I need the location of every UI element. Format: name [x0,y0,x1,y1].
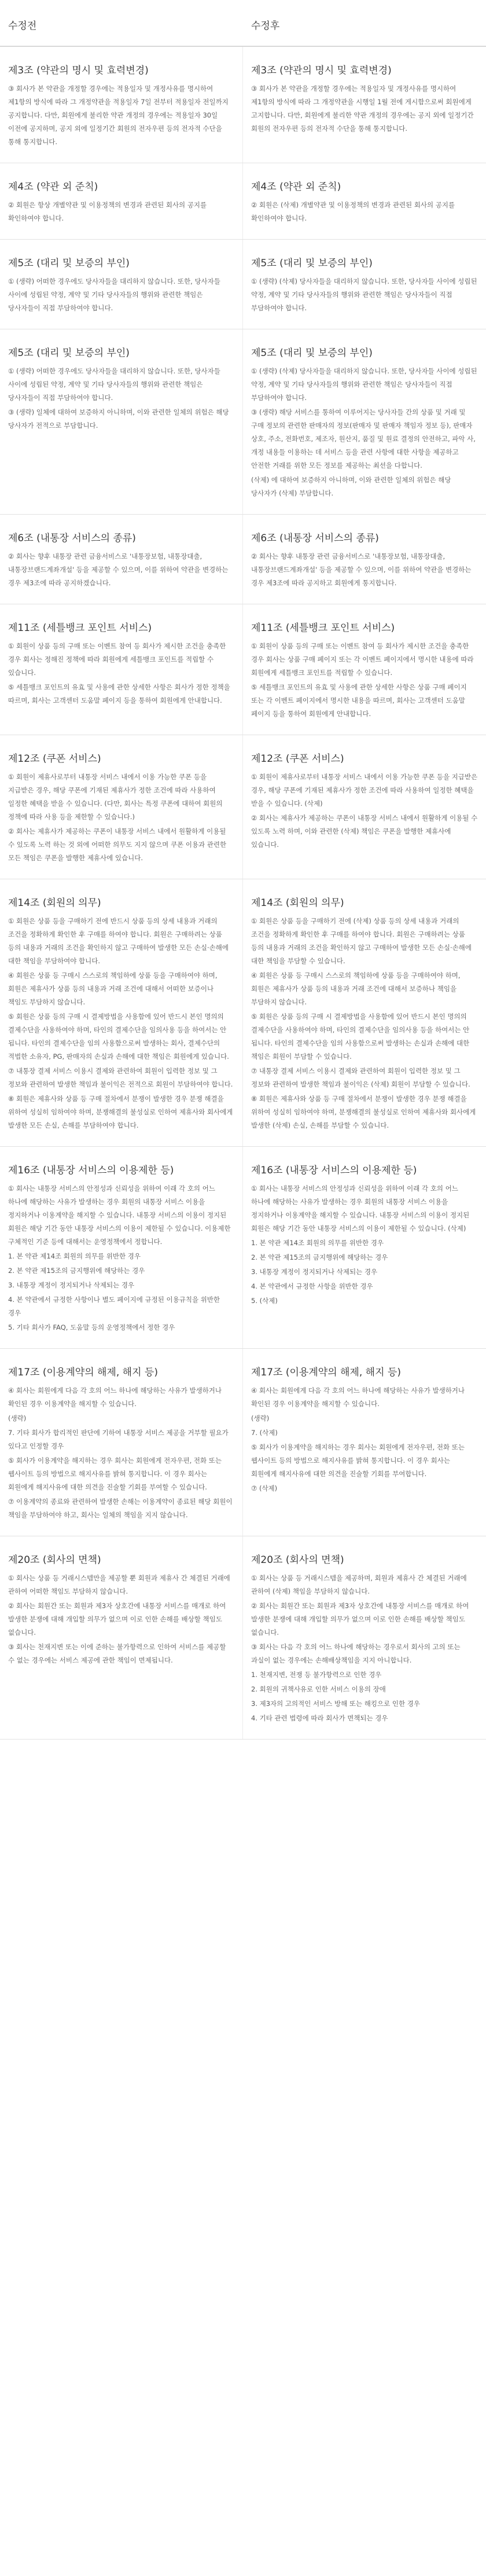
article-paragraph: (삭제) 에 대하여 보증하지 아니하며, 이와 관련한 일체의 위험은 해당 당사자가 (삭제) 부담합니다. [251,476,454,497]
before-article-cell [0,47,243,163]
article-paragraph: 3. 제3자의 고의적인 서비스 방해 또는 해킹으로 인한 경우 [251,1700,420,1708]
article-title: 제14조 (회원의 의무) [8,897,101,909]
article-paragraph: ③ (생략) 해당 서비스를 통하여 이루어지는 당사자들 간의 상품 및 거래 및 구매 정보의 관련한 판매자의 정보(판매자 및 판매자 책임자 정보 등), 판매자 상호, 주소, 전화번호, 제조자, 원산지, 품질 및 원료 결정의 안전하고, 파악 사, 개정 내용들 이용하는 데 서비스 등을 관련 사항에 대한 사항을 제공하고 안전한 거래를 위한 모든 정보를 제공하는 최선을 다합니다. [251,408,478,469]
after-article-cell [243,604,486,735]
article-paragraph: ⑤ 회사가 이용계약을 해지하는 경우 회사는 회원에게 전자우편, 전화 또는 웹사이트 등의 방법으로 해지사유를 밝혀 통지합니다. 이 경우 회사는 회원에게 해지사유에 대한 의견을 진술할 기회를 부여합니다. [251,1443,467,1478]
after-column-header: 수정후 [251,20,280,32]
article-row [0,515,486,604]
before-article-cell [0,879,243,1146]
article-paragraph: 1. 본 약관 제14조 회원의 의무를 위반한 경우 [8,1252,141,1260]
article-paragraph: ① 회사는 내통장 서비스의 안정성과 신뢰성을 위하여 이래 각 호의 어느 하나에 해당하는 사유가 발생하는 경우 회원의 내통장 서비스 이용을 정지하거나 이용계약을 해지할 수 있습니다. 내통장 서비스의 이용이 정지된 회원은 해당 기간 동안 내통장 서비스의 이용이 제한될 수 있습니다. (삭제) [251,1184,472,1232]
article-paragraph: 7. (삭제) [251,1429,278,1437]
article-paragraph: 2. 본 약관 제15조의 금지행위에 해당하는 경우 [8,1267,145,1275]
article-title: 제4조 (약관 외 준칙) [251,181,341,193]
article-paragraph: ③ 회사가 본 약관을 개정할 경우에는 적용일자 및 개정사유를 명시하여 제1항의 방식에 따라 그 개정약관을 시행일 1월 전에 게시함으로써 회원에게 고지합니다. 다만, 회원에게 불리한 약관 개정의 경우에는 공지 외에 일정기간 회원의 전자우편 등의 전자적 수단을 통해 통지합니다. [251,85,476,133]
before-article-cell [0,515,243,604]
article-paragraph: 2. 회원의 귀책사유로 인한 서비스 이용의 장애 [251,1685,386,1693]
before-article-cell [0,163,243,239]
article-paragraph: ② 회사는 회원간 또는 회원과 제3자 상호간에 내통장 서비스를 매개로 하여 발생한 분쟁에 대해 개입할 의무가 없으며 이로 인한 손해를 배상할 책임도 없습니다. [8,1602,228,1636]
article-title: 제11조 (세틀뱅크 포인트 서비스) [8,622,152,634]
article-title: 제3조 (약관의 명시 및 효력변경) [251,65,392,76]
article-paragraph: ① 회원이 제휴사로부터 내통장 서비스 내에서 이용 가능한 쿠폰 등을 지급받은 경우, 해당 쿠폰에 기재된 제휴사가 정한 조건에 따라 사용하여 일정한 혜택을 받을 수 있습니다. (다만, 회사는 특정 쿠폰에 대하여 회원의 정책에 따라 사용 등을 제한할 수 있습니다.) [8,773,225,821]
article-paragraph: ⑤ 회원은 상품 등의 구매 시 결제방법을 사용함에 있어 반드시 본인 명의의 결제수단을 사용하여야 하며, 타인의 결제수단을 임의사용 등을 하여서는 안 됩니다. 타인의 결제수단을 임의 사용함으로써 발생하는 회사, 결제수단의 적법한 소유자, PG, 판매자의 손실과 손해에 대한 책임은 회원에게 있습니다. [8,1012,229,1061]
article-title: 제20조 (회사의 면책) [251,1554,344,1566]
article-title: 제16조 (내통장 서비스의 이용제한 등) [8,1165,174,1176]
before-article-cell [0,1536,243,1739]
article-paragraph: ① (생략) 어떠한 경우에도 당사자들을 대리하지 않습니다. 또한, 당사자들 사이에 성립된 약정, 계약 및 기타 당사자들의 행위와 관련한 책임은 당사자들이 직접 부담하여야 합니다. [8,367,223,402]
article-title: 제6조 (내통장 서비스의 종류) [8,533,136,544]
article-paragraph: ② 회사는 향후 내통장 관련 금융서비스로 '내통장보험, 내통장대출, 내통장브랜드계좌개설' 등을 제공할 수 있으며, 이를 위하여 약관을 변경하는 경우 제3조에 따라 공지하고 회원에게 통지합니다. [251,552,474,587]
after-article-cell [243,1147,486,1348]
article-paragraph: ① 회원이 상품 등의 구매 또는 이벤트 참여 등 회사가 제시한 조건을 충족한 경우 회사는 상품 구매 페이지 또는 각 이벤트 페이지에서 명시한 내용에 따라 회원에게 세틀뱅크 포인트를 적립할 수 있습니다. [251,642,476,677]
article-paragraph: (생략) [251,1414,270,1422]
article-paragraph: ③ (생략) 일체에 대하여 보증하지 아니하며, 이와 관련한 일체의 위험은 해당 당사자가 전적으로 부담합니다. [8,408,231,430]
article-paragraph: 4. 본 약관에서 규정한 사항을 위반한 경우 [251,1282,373,1290]
article-paragraph: ① 회사는 내통장 서비스의 안정성과 신뢰성을 위하여 이래 각 호의 어느 하나에 해당하는 사유가 발생하는 경우 회원의 내통장 서비스 이용을 정지하거나 이용계약을 해지할 수 있습니다. 내통장 서비스의 이용이 정지된 회원은 해당 기간 동안 내통장 서비스의 이용이 제한될 수 있습니다. 이용제한 구체적인 기준 등에 대해서는 운영정책에서 정합니다. [8,1184,233,1246]
article-row [0,329,486,515]
article-paragraph: ① (생략) 어떠한 경우에도 당사자들을 대리하지 않습니다. 또한, 당사자들 사이에 성립된 약정, 계약 및 기타 당사자들의 행위와 관련한 책임은 당사자들이 직접 부담하여야 합니다. [8,277,223,312]
article-paragraph: ⑤ 회원은 상품 등의 구매 시 결제방법을 사용함에 있어 반드시 본인 명의의 결제수단을 사용하여야 하며, 타인의 결제수단을 임의사용 등을 하여서는 안 됩니다. 타인의 결제수단을 임의 사용함으로써 발생하는 손실과 손해에 대한 책임은 회원이 부담할 수 있습니다. [251,1012,472,1061]
article-paragraph: ① 회사는 상품 등 거래시스템을 제공하며, 회원과 제휴사 간 체결된 거래에 관하여 (삭제) 책임을 부담하지 않습니다. [251,1574,469,1595]
article-title: 제20조 (회사의 면책) [8,1554,101,1566]
article-title: 제4조 (약관 외 준칙) [8,181,98,193]
article-paragraph: ① 회원이 상품 등의 구매 또는 이벤트 참여 등 회사가 제시한 조건을 충족한 경우 회사는 정해진 정책에 따라 회원에게 세틀뱅크 포인트를 적립할 수 있습니다. [8,642,228,677]
after-article-cell [243,735,486,879]
article-paragraph: 1. 본 약관 제14조 회원의 의무를 위반한 경우 [251,1239,384,1247]
article-paragraph: ⑤ 세틀뱅크 포인트의 유효 및 사용에 관한 상세한 사항은 상품 구매 페이지 또는 각 이벤트 페이지에서 명시한 내용을 따르며, 회사는 고객센터 도움말 페이지 등을 통하여 회원에게 안내합니다. [251,683,469,718]
article-row [0,240,486,329]
article-paragraph: ① 회원은 상품 등을 구매하기 전에 반드시 상품 등의 상세 내용과 거래의 조건을 정확하게 확인한 후 구매를 하여야 합니다. 회원은 구매하려는 상품 등의 내용과 거래의 조건을 확인하지 않고 구매하여 발생한 모든 손실·손해에 대한 책임을 부담하여야 합니다. [8,917,231,965]
article-title: 제12조 (쿠폰 서비스) [8,753,101,765]
article-paragraph: ② 회사는 회원간 또는 회원과 제3자 상호간에 내통장 서비스를 매개로 하여 발생한 분쟁에 대해 개입할 의무가 없으며 이로 인한 손해를 배상할 책임도 없습니다. [251,1602,471,1636]
article-row [0,163,486,240]
before-article-cell [0,240,243,329]
article-paragraph: ② 회원은 (삭제) 개별약관 및 이용정책의 변경과 관련된 회사의 공지를 확인하여야 합니다. [251,201,457,222]
after-article-cell [243,1349,486,1536]
article-title: 제3조 (약관의 명시 및 효력변경) [8,65,149,76]
article-paragraph: ② 회사는 제휴사가 제공하는 쿠폰이 내통장 서비스 내에서 원활하게 이용될 수 있도록 노력 하며, 이와 관련한 (삭제) 책임은 쿠폰을 발행한 제휴사에 있습니다. [251,814,480,849]
article-paragraph: ② 회원은 항상 개별약관 및 이용정책의 변경과 관련된 회사의 공지를 확인하여야 합니다. [8,201,209,222]
article-paragraph: 5. 기타 회사가 FAQ, 도움말 등의 운영정책에서 정한 경우 [8,1323,175,1331]
article-paragraph: 5. (삭제) [251,1297,278,1305]
article-title: 제12조 (쿠폰 서비스) [251,753,344,765]
article-paragraph: 2. 본 약관 제15조의 금지행위에 해당하는 경우 [251,1253,388,1261]
article-paragraph: ⑦ 이용계약의 종료와 관련하여 발생한 손해는 이용계약이 종료된 해당 회원이 책임을 부담하여야 하고, 회사는 일체의 책임을 지지 않습니다. [8,1498,235,1519]
article-paragraph: ⑤ 세틀뱅크 포인트의 유효 및 사용에 관한 상세한 사항은 회사가 정한 정책을 따르며, 회사는 고객센터 도움말 페이지 등을 통하여 회원에게 안내합니다. [8,683,233,704]
article-paragraph: 4. 기타 관련 법령에 따라 회사가 면책되는 경우 [251,1714,388,1722]
article-paragraph: ④ 회사는 회원에게 다음 각 호의 어느 하나에 해당하는 사유가 발생하거나 확인된 경우 이용계약을 해지할 수 있습니다. [8,1386,224,1408]
before-column-header: 수정전 [8,20,37,32]
article-paragraph: ① 회원은 상품 등을 구매하기 전에 (삭제) 상품 등의 상세 내용과 거래의 조건을 정확하게 확인한 후 구매를 하여야 합니다. 회원은 구매하려는 상품 등의 내용과 거래의 조건을 확인하지 않고 구매하여 발생한 모든 손실·손해에 대한 책임을 부담할 수 있습니다. [251,917,474,965]
article-row [0,1349,486,1536]
before-article-cell [0,735,243,879]
article-row [0,1147,486,1349]
article-paragraph: ⑦ 내통장 결제 서비스 이용시 결제와 관련하여 회원이 입력한 정보 및 그 정보와 관련하여 발생한 책임과 불이익은 전적으로 회원이 부담하여야 합니다. [8,1067,233,1088]
article-paragraph: 1. 천재지변, 전쟁 등 불가항력으로 인한 경우 [251,1671,382,1679]
article-row [0,604,486,735]
before-article-cell [0,604,243,735]
article-paragraph: ② 회사는 제휴사가 제공하는 쿠폰이 내통장 서비스 내에서 원활하게 이용될 수 있도록 노력 하는 것 외에 어떠한 의무도 지지 않으며 쿠폰 이용과 관련한 모든 책임은 쿠폰을 발행한 제휴사에 있습니다. [8,827,229,862]
article-paragraph: ③ 회사는 다음 각 호의 어느 하나에 해당하는 경우로서 회사의 고의 또는 과실이 없는 경우에는 손해배상책임을 지지 아니합니다. [251,1643,463,1664]
article-paragraph: 7. 기타 회사가 합리적인 판단에 기하여 내통장 서비스 제공을 거부할 필요가 있다고 인정할 경우 [8,1429,231,1450]
article-paragraph: ① 회원이 제휴사로부터 내통장 서비스 내에서 이용 가능한 쿠폰 등을 지급받은 경우, 해당 쿠폰에 기재된 제휴사가 정한 조건에 따라 사용하여 일정한 혜택을 받을 수 있습니다. (삭제) [251,773,480,808]
after-article-cell [243,47,486,163]
article-row [0,47,486,163]
after-article-cell [243,879,486,1146]
comparison-header [0,0,486,47]
article-paragraph: ④ 회원은 상품 등 구매시 스스로의 책임하에 상품 등을 구매하여야 하며, 회원은 제휴사가 상품 등의 내용과 거래 조건에 대해서 어떠한 보증이나 책임도 부담하지 않습니다. [8,971,220,1006]
article-paragraph: 4. 본 약관에서 규정한 사항이나 별도 페이지에 규정된 이용규칙을 위반한 경우 [8,1296,222,1317]
article-title: 제17조 (이용계약의 해제, 해지 등) [8,1367,158,1378]
article-title: 제6조 (내통장 서비스의 종류) [251,533,379,544]
article-paragraph: 3. 내통장 계정이 정지되거나 삭제되는 경우 [251,1268,378,1276]
article-paragraph: 3. 내통장 계정이 정지되거나 삭제되는 경우 [8,1281,135,1289]
article-title: 제11조 (세틀뱅크 포인트 서비스) [251,622,395,634]
article-row [0,735,486,879]
before-article-cell [0,1147,243,1348]
article-row [0,879,486,1147]
article-title: 제17조 (이용계약의 해제, 해지 등) [251,1367,401,1378]
after-article-cell [243,163,486,239]
article-title: 제5조 (대리 및 보증의 부인) [8,347,130,359]
article-paragraph: ⑧ 회원은 제휴사와 상품 등 구매 절차에서 분쟁이 발생한 경우 분쟁 해결을 위하여 성실히 임하여야 하며, 분쟁해결의 불성실로 인하여 제휴사와 회사에게 발생한 모든 손실, 손해를 부담하여야 합니다. [8,1095,235,1129]
after-article-cell [243,240,486,329]
article-paragraph: ⑦ 내통장 결제 서비스 이용시 결제와 관련하여 회원이 입력한 정보 및 그 정보와 관련하여 발생한 책임과 불이익은 (삭제) 회원이 부담할 수 있습니다. [251,1067,470,1088]
after-article-cell [243,1536,486,1739]
article-paragraph: ① 회사는 상품 등 거래시스템만을 제공할 뿐 회원과 제휴사 간 체결된 거래에 관하여 어떠한 책임도 부담하지 않습니다. [8,1574,233,1595]
article-paragraph: ④ 회사는 회원에게 다음 각 호의 어느 하나에 해당하는 사유가 발생하거나 확인된 경우 이용계약을 해지할 수 있습니다. [251,1386,467,1408]
article-paragraph: ④ 회원은 상품 등 구매시 스스로의 책임하에 상품 등을 구매하여야 하며, 회원은 제휴사가 상품 등의 내용과 거래 조건에 대해서 보증하나 책임을 부담하지 않습니다. [251,971,463,1006]
article-paragraph: ⑦ (삭제) [251,1484,278,1492]
article-title: 제16조 (내통장 서비스의 이용제한 등) [251,1165,417,1176]
article-title: 제14조 (회원의 의무) [251,897,344,909]
after-article-cell [243,515,486,604]
after-article-cell [243,329,486,514]
before-article-cell [0,1349,243,1536]
article-paragraph: ② 회사는 향후 내통장 관련 금융서비스로 '내통장보험, 내통장대출, 내통장브랜드계좌개설' 등을 제공할 수 있으며, 이를 위하여 약관을 변경하는 경우 제3조에 따라 공지하겠습니다. [8,552,231,587]
article-paragraph: ③ 회사는 천재지변 또는 이에 준하는 불가항력으로 인하여 서비스를 제공할 수 없는 경우에는 서비스 제공에 관한 책임이 면제됩니다. [8,1643,229,1664]
article-paragraph: ③ 회사가 본 약관을 개정할 경우에는 적용일자 및 개정사유를 명시하여 제1항의 방식에 따라 그 개정약관을 적용일자 7일 전부터 적용일자 전일까지 공지합니다. 다만, 회원에게 불리한 약관 개정의 경우에는 적용일자 30일 이전에 공지하며, 공지 외에 일정기간 회원의 전자우편 등의 전자적 수단을 통해 통지합니다. [8,85,231,146]
before-article-cell [0,329,243,514]
article-paragraph: ① (생략) (삭제) 당사자들을 대리하지 않습니다. 또한, 당사자들 사이에 성립된 약정, 계약 및 기타 당사자들의 행위와 관련한 책임은 당사자들이 직접 부담하여야 합니다. [251,367,480,402]
article-title: 제5조 (대리 및 보증의 부인) [251,258,373,269]
article-title: 제5조 (대리 및 보증의 부인) [251,347,373,359]
article-paragraph: ⑧ 회원은 제휴사와 상품 등 구매 절차에서 분쟁이 발생한 경우 분쟁 해결을 위하여 성실히 임하여야 하며, 분쟁해결의 불성실로 인하여 제휴사와 회사에게 발생한 (삭제) 손실, 손해를 부담할 수 있습니다. [251,1095,478,1129]
article-paragraph: ① (생략) (삭제) 당사자들을 대리하지 않습니다. 또한, 당사자들 사이에 성립된 약정, 계약 및 기타 당사자들의 행위와 관련한 책임은 당사자들이 직접 부담하여야 합니다. [251,277,480,312]
comparison-rows [0,47,486,1740]
article-row [0,1536,486,1740]
article-title: 제5조 (대리 및 보증의 부인) [8,258,130,269]
article-paragraph: ⑤ 회사가 이용계약을 해지하는 경우 회사는 회원에게 전자우편, 전화 또는 웹사이트 등의 방법으로 해지사유를 밝혀 통지합니다. 이 경우 회사는 회원에게 해지사유에 대한 의견을 진술할 기회를 부여할 수 있습니다. [8,1456,224,1491]
article-paragraph: (생략) [8,1414,27,1422]
